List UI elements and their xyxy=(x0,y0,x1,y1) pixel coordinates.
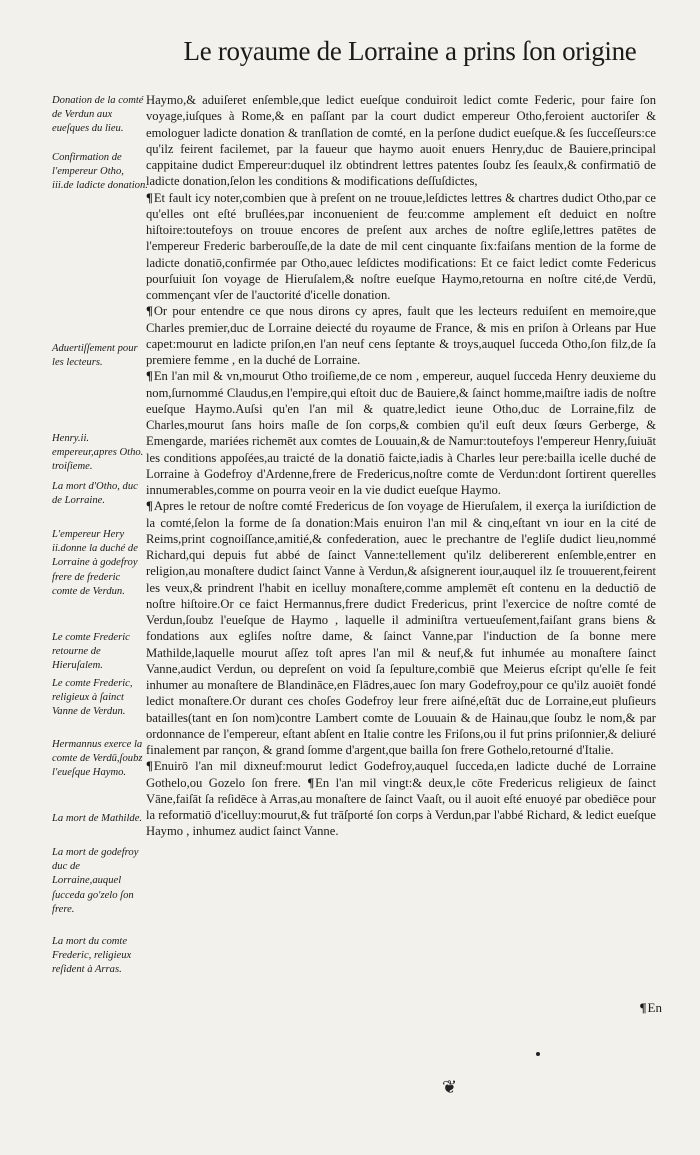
margin-note: Donation de la comté de Verdun aux eueſques du lieu. xyxy=(52,95,144,135)
paragraph-text: Or pour entendre ce que nous dirons cy apres, fault que les lecteurs reduiſent en memoire,que Charles premier,duc de Lorraine deiecté du royaume de France, & mis en priſon à Orleans par Hue capet:mourut en ladicte priſon,en l'an neuf cens ſeptante & troys,auquel ſucceda Otho,ſon filz,de ſa premiere femme , en la duché de Lorraine. xyxy=(146,304,656,367)
ink-dot xyxy=(536,1052,540,1056)
main-text-block xyxy=(146,92,656,840)
running-head: Le royaume de Lorraine a prins ſon origine xyxy=(183,36,637,66)
margin-note: La mort du comte Frederic, religieux reſident à Arras. xyxy=(52,936,132,976)
paragraph-text: Apres le retour de noſtre comté Fredericus de ſon voyage de Hieruſalem, il exerça la iuriſdiction de la comté,ſelon la forme de ſa donation:Mais enuiron l'an mil & cinq,eſtant vn iour en la cité de Reims,print cognoiſſance,amitié,& confederation, auec le prechantre de l'egliſe dudict lieu,nommé Richard,qui depuis fut abbé de ſainct Vanne:tellement qu'ilz delibererent enſemble,entrer en religion,au monaſtere dudict ſainct Vanne à Verdun,& aſsignerent iour,auquel ilz ſe trouuerent,feirent les veux,& prindrent l'habit en icelluy monaſtere,comme amplemēt eſt contenu en la deductiō de noſtre hiſtoire.Or ce faict Hermannus,frere dudict Fredericus, print l'exercice de noſtre comté de Verdun,ſoubz l'eueſque de Haymo , laquelle il adminiſtra vertueuſement,faiſant grans biens & fondations aux egliſes noſtre dame, & ſainct Vanne,par l'induction de ſa bonne mere Mathilde,laquelle mourut aſſez toſt apres l'an mil & neuf,& fut inhumée au monaſtere ſainct Vanne,audict Verdun, ou depreſent on void ſa ſepulture,combiē que Meierus eſcript qu'elle ſe feit inhumer au monaſtere de Blandināce,en Flādres,auec ſon mary Godefroy,pour ce qu'ilz auoiēt fondé ledict monaſtere.Or durant ces choſes Godefroy leur frere aiſné,eſtāt duc de Lorraine,eut pluſieurs batailles(tant en ſon nom)contre Lambert comte de Louuain & de Hainau,que ſoubz le nom,& par ordonnance de l'empereur, eſtant abſent en Italie contre les Friſons,ou il fut prins priſonnier,& deliuré finalement par rançon, & grand ſomme d'argent,que bailla ſon frere Gothelo,retourné d'Italie. xyxy=(146,499,656,757)
paragraph-text: Enuirō l'an mil dixneuf:mourut ledict Godefroy,auquel ſucceda,en ladicte duché de Lorraine Gothelo,ou Gozelo ſon frere. xyxy=(146,759,656,790)
pilcrow-icon: ¶ xyxy=(307,775,315,790)
paragraph-text: Haymo,& aduiſeret enſemble,que ledict eueſque conduiroit ledict comte Federic, pour faire ſon voyage,iuſques à Rome,& en paſſant par la court dudict empereur Otho,feroient auctoriſer & emologuer ladicte donation & tranſlation de comté, en la perſone dudict eueſque.& ſes ſucceſſeurs:ce qu'ilz feirent facilemet, par la faueur que haymo auoit enuers Henry,duc de Bauiere,principal cappitaine dudict Empereur:duquel ilz obtindrent lettres patentes ſoubz ſes ſeaulx,& confirmatiō de ladicte donation,ſelon les conditions & modifications deſſuſdictes, xyxy=(146,93,656,189)
printer-ornament: ❦ xyxy=(442,1077,458,1098)
margin-note: Confirmation de l'empereur Otho, iii.de ladicte donation. xyxy=(52,152,148,192)
catchword-text: En xyxy=(647,1000,662,1015)
margin-note: Hermannus exerce la comte de Verdū,ſoubz l'eueſque Haymo. xyxy=(52,739,143,779)
margin-note: La mort de godefroy duc de Lorraine,auquel ſucceda go'zelo ſon frere. xyxy=(52,847,139,915)
paragraph-text: En l'an mil vingt:& deux,le cōte Fredericus religieux de ſainct Vāne,faiſāt ſa reſidēce à Arras,au monaſtere de ſainct Vaaſt, ou il auoit eſté enuoyé par obediēce pour la reformatiō d'icelluy:mourut,& fut trāſporté ſon corps à Verdun,par l'abbé Richard, & ledict eueſque Haymo , inhumez audict ſainct Vanne. xyxy=(146,775,656,839)
pilcrow-icon: ¶ xyxy=(146,304,153,319)
pilcrow-icon: ¶ xyxy=(146,759,153,774)
margin-note: La mort de Mathilde. xyxy=(52,813,143,824)
paragraph-text: En l'an mil & vn,mourut Otho troiſieme,de ce nom , empereur, auquel ſucceda Henry deuxieme du nom,ſurnommé Claudus,en l'empire,qui eſtoit duc de Bauiere,& ſainct homme,maiſtre iadis de noſtre eueſque Haymo.Auſsi qu'en l'an mil & quatre,ledict ieune Otho,duc de Lorraine,filz de Charles,mourut ſans hoirs maſle de ſon corps,& combien qu'il euſt deux ſœurs Gerberge, & Emengarde, mariées richemēt aux comtes de Louuain,& de Namur:toutefoys l'empereur Henry,ſuiuāt les conditions appoſées,au traicté de la donatiō faicte,iadis à Charles leur pere:bailla icelle duché de Lorraine à Godefroy d'Ardenne,frere de Fredericus,noſtre comte de Verdun:dont ſortirent querelles innumerables,comme on pourra veoir en la vie dudict eueſque Haymo. xyxy=(146,369,656,497)
margin-note: La mort d'Otho, duc de Lorraine. xyxy=(52,481,138,507)
paragraph xyxy=(146,92,656,190)
margin-note: Le comte Frederic, religieux à ſainct Vanne de Verdun. xyxy=(52,678,133,718)
paragraph xyxy=(146,303,656,368)
paragraph-text: Et fault icy noter,combien que à preſent on ne trouue,leſdictes lettres & chartres dudict Otho,par ce qu'elles ont eſté bruſlées,par inconuenient de feu:comme amplement eſt deduict en noſtre hiſtoire:toutefoys on trouue encores de preſent aux arches de noſtre egliſe,lettres patētes de l'empereur Frederic barberouſſe,de la date de mil cent cinquante ſix:faiſans mention de la forme de ladicte donatiō,confirmée par Otho,auec leſdictes modifications: Et ce faict ledict comte Federicus pourſuiuit ſon voyage de Hieruſalem,& noſtre eueſque Haymo,retourna en noſtre cité,de Verdū, commençant vſer de l'auctorité d'icelle donation. xyxy=(146,190,656,302)
pilcrow-icon: ¶ xyxy=(146,499,153,514)
paragraph xyxy=(146,498,656,758)
paragraph xyxy=(146,758,656,839)
margin-note: L'empereur Hery ii.donne la duché de Lorraine à godefroy frere de frederic comte de Verdun. xyxy=(52,529,138,597)
catchword xyxy=(640,1000,662,1016)
paragraph xyxy=(146,368,656,498)
pilcrow-icon: ¶ xyxy=(639,1000,647,1015)
margin-note: Aduertiſſement pour les lecteurs. xyxy=(52,343,138,369)
paragraph xyxy=(146,190,656,304)
pilcrow-icon: ¶ xyxy=(146,190,153,205)
pilcrow-icon: ¶ xyxy=(146,369,153,384)
margin-note: Henry.ii. empereur,apres Otho. troiſieme. xyxy=(52,433,144,473)
margin-note: Le comte Frederic retourne de Hieruſalem. xyxy=(52,632,130,672)
